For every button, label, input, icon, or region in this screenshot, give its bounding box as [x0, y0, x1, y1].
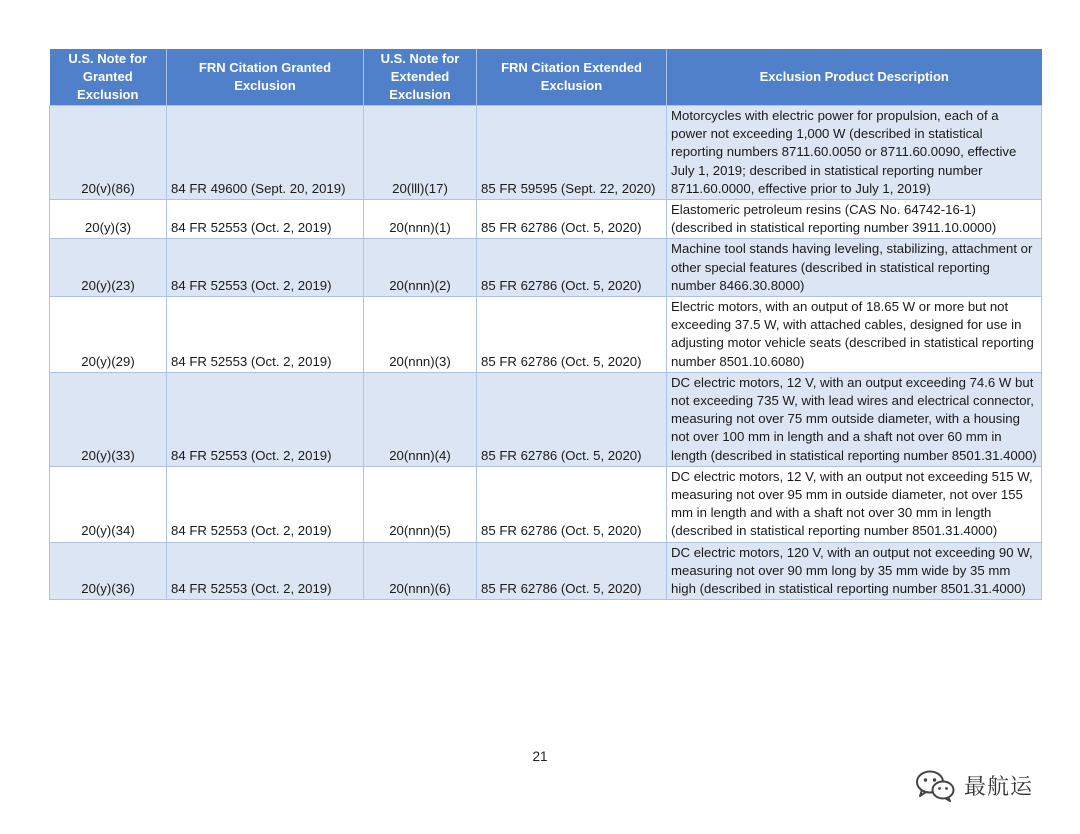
extended-frn-cell: 85 FR 62786 (Oct. 5, 2020) — [477, 372, 667, 466]
extended-frn-cell: 85 FR 62786 (Oct. 5, 2020) — [477, 466, 667, 542]
header-extended-frn: FRN Citation Extended Exclusion — [477, 49, 667, 106]
header-extended-note: U.S. Note for Extended Exclusion — [364, 49, 477, 106]
granted-frn-cell: 84 FR 52553 (Oct. 2, 2019) — [167, 239, 364, 297]
extended-note-cell: 20(nnn)(6) — [364, 542, 477, 600]
granted-frn-cell: 84 FR 52553 (Oct. 2, 2019) — [167, 200, 364, 239]
granted-frn-cell: 84 FR 52553 (Oct. 2, 2019) — [167, 542, 364, 600]
exclusions-table — [49, 49, 1042, 600]
table-row — [50, 239, 1042, 297]
table-row — [50, 106, 1042, 200]
table-row — [50, 466, 1042, 542]
description-cell: Machine tool stands having leveling, stabilizing, attachment or other special features (described in statistical reporting number 8466.30.8000) — [667, 239, 1042, 297]
description-cell: DC electric motors, 12 V, with an output not exceeding 515 W, measuring not over 95 mm in outside diameter, not over 155 mm in length and with a shaft not over 30 mm in length (described in statistical reporting number 8501.31.4000) — [667, 466, 1042, 542]
extended-frn-cell: 85 FR 62786 (Oct. 5, 2020) — [477, 239, 667, 297]
extended-note-cell: 20(nnn)(4) — [364, 372, 477, 466]
extended-frn-cell: 85 FR 62786 (Oct. 5, 2020) — [477, 542, 667, 600]
granted-note-cell: 20(y)(3) — [50, 200, 167, 239]
description-cell: Elastomeric petroleum resins (CAS No. 64742-16-1) (described in statistical reporting number 3911.10.0000) — [667, 200, 1042, 239]
extended-frn-cell: 85 FR 62786 (Oct. 5, 2020) — [477, 297, 667, 373]
granted-note-cell: 20(y)(34) — [50, 466, 167, 542]
granted-frn-cell: 84 FR 52553 (Oct. 2, 2019) — [167, 466, 364, 542]
table-row — [50, 200, 1042, 239]
header-granted-frn: FRN Citation Granted Exclusion — [167, 49, 364, 106]
header-description: Exclusion Product Description — [667, 49, 1042, 106]
description-cell: DC electric motors, 12 V, with an output exceeding 74.6 W but not exceeding 735 W, with lead wires and electrical connector, measuring not over 75 mm outside diameter, with a housing not over 100 mm in length and a shaft not over 60 mm in length (described in statistical reporting number 8501.31.4000) — [667, 372, 1042, 466]
granted-note-cell: 20(y)(23) — [50, 239, 167, 297]
page-number: 21 — [532, 749, 548, 764]
granted-frn-cell: 84 FR 52553 (Oct. 2, 2019) — [167, 297, 364, 373]
table-header-row — [50, 49, 1042, 106]
description-cell: Motorcycles with electric power for propulsion, each of a power not exceeding 1,000 W (described in statistical reporting numbers 8711.60.0050 or 8711.60.0090, effective July 1, 2019; described in statistical reporting number 8711.60.0000, effective prior to July 1, 2019) — [667, 106, 1042, 200]
watermark-text: 最航运 — [964, 774, 1034, 800]
granted-frn-cell: 84 FR 52553 (Oct. 2, 2019) — [167, 372, 364, 466]
granted-note-cell: 20(v)(86) — [50, 106, 167, 200]
extended-note-cell: 20(lll)(17) — [364, 106, 477, 200]
extended-frn-cell: 85 FR 59595 (Sept. 22, 2020) — [477, 106, 667, 200]
extended-note-cell: 20(nnn)(5) — [364, 466, 477, 542]
header-granted-note: U.S. Note for Granted Exclusion — [50, 49, 167, 106]
wechat-icon — [914, 768, 956, 802]
extended-note-cell: 20(nnn)(3) — [364, 297, 477, 373]
extended-note-cell: 20(nnn)(2) — [364, 239, 477, 297]
table-row — [50, 542, 1042, 600]
description-cell: DC electric motors, 120 V, with an output not exceeding 90 W, measuring not over 90 mm long by 35 mm wide by 35 mm high (described in statistical reporting number 8501.31.4000) — [667, 542, 1042, 600]
extended-frn-cell: 85 FR 62786 (Oct. 5, 2020) — [477, 200, 667, 239]
description-cell: Electric motors, with an output of 18.65 W or more but not exceeding 37.5 W, with attached cables, designed for use in adjusting motor vehicle seats (described in statistical reporting number 8501.10.6080) — [667, 297, 1042, 373]
granted-note-cell: 20(y)(36) — [50, 542, 167, 600]
granted-note-cell: 20(y)(33) — [50, 372, 167, 466]
extended-note-cell: 20(nnn)(1) — [364, 200, 477, 239]
table-row — [50, 372, 1042, 466]
table-row — [50, 297, 1042, 373]
granted-note-cell: 20(y)(29) — [50, 297, 167, 373]
watermark — [914, 768, 1033, 802]
granted-frn-cell: 84 FR 49600 (Sept. 20, 2019) — [167, 106, 364, 200]
